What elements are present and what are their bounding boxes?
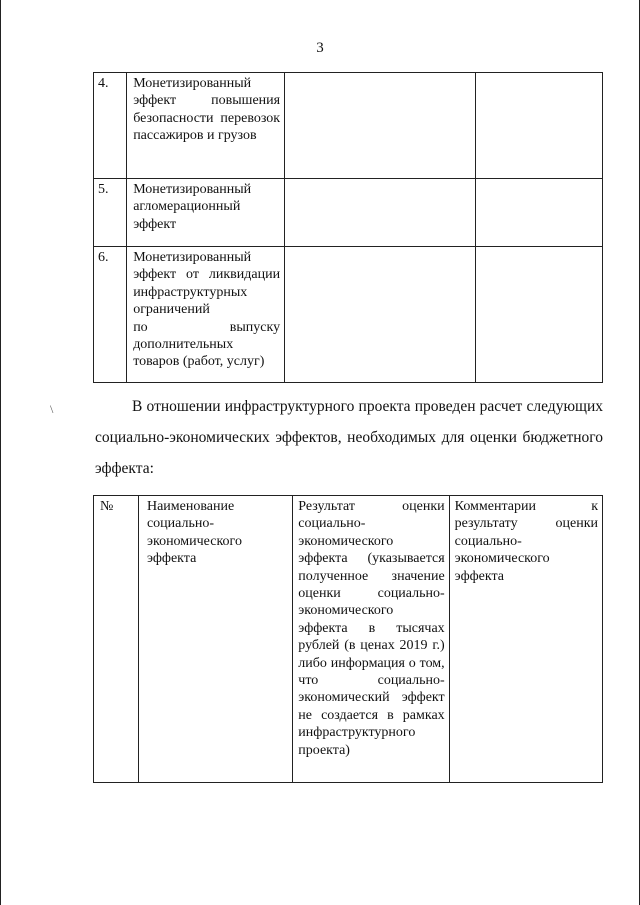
effects-table-continued (93, 72, 603, 383)
header-effect-name: Наименование социально-экономического эффекта (138, 496, 292, 783)
effects-assessment-table (93, 495, 603, 783)
table-row (94, 73, 603, 179)
header-comments: Комментарии к результату оценки социально-экономического эффекта (449, 496, 602, 783)
row-number: 6. (94, 247, 127, 383)
header-number: № (94, 496, 139, 783)
empty-cell (476, 179, 603, 247)
effect-name: Монетизированный агломерационный эффект (127, 179, 285, 247)
effect-name: Монетизированный эффект повышения безопасности перевозок пассажиров и грузов (127, 73, 285, 179)
row-number: 4. (94, 73, 127, 179)
empty-cell (285, 73, 476, 179)
effect-name-line: по выпуску (133, 319, 281, 335)
paragraph-text: В отношении инфраструктурного проекта проведен расчет следующих социально-экономических эффектов, необходимых для оценки бюджетного эффекта: (95, 398, 603, 477)
page-number: 3 (316, 40, 324, 56)
page-border-left (0, 0, 1, 905)
table-row (94, 247, 603, 383)
table-header-row (94, 496, 603, 783)
empty-cell (476, 73, 603, 179)
effect-name-line: дополнительных товаров (работ, услуг) (133, 337, 265, 370)
empty-cell (285, 247, 476, 383)
body-paragraph (95, 391, 603, 484)
table-row (94, 179, 603, 247)
effect-name (127, 247, 285, 383)
row-number: 5. (94, 179, 127, 247)
header-assessment-result: Результат оценки социально-экономического эффекта (указывается полученное значение оценки социально-экономического эффекта в тысячах рублей (в ценах 2019 г.) либо информация о том, что социально-экономический эффект не создается в рамках инфраструктурного проекта) (293, 496, 449, 783)
empty-cell (476, 247, 603, 383)
margin-mark: \ (50, 402, 54, 416)
empty-cell (285, 179, 476, 247)
effect-name-line: Монетизированный эффект от ликвидации инфраструктурных ограничений (133, 250, 281, 318)
